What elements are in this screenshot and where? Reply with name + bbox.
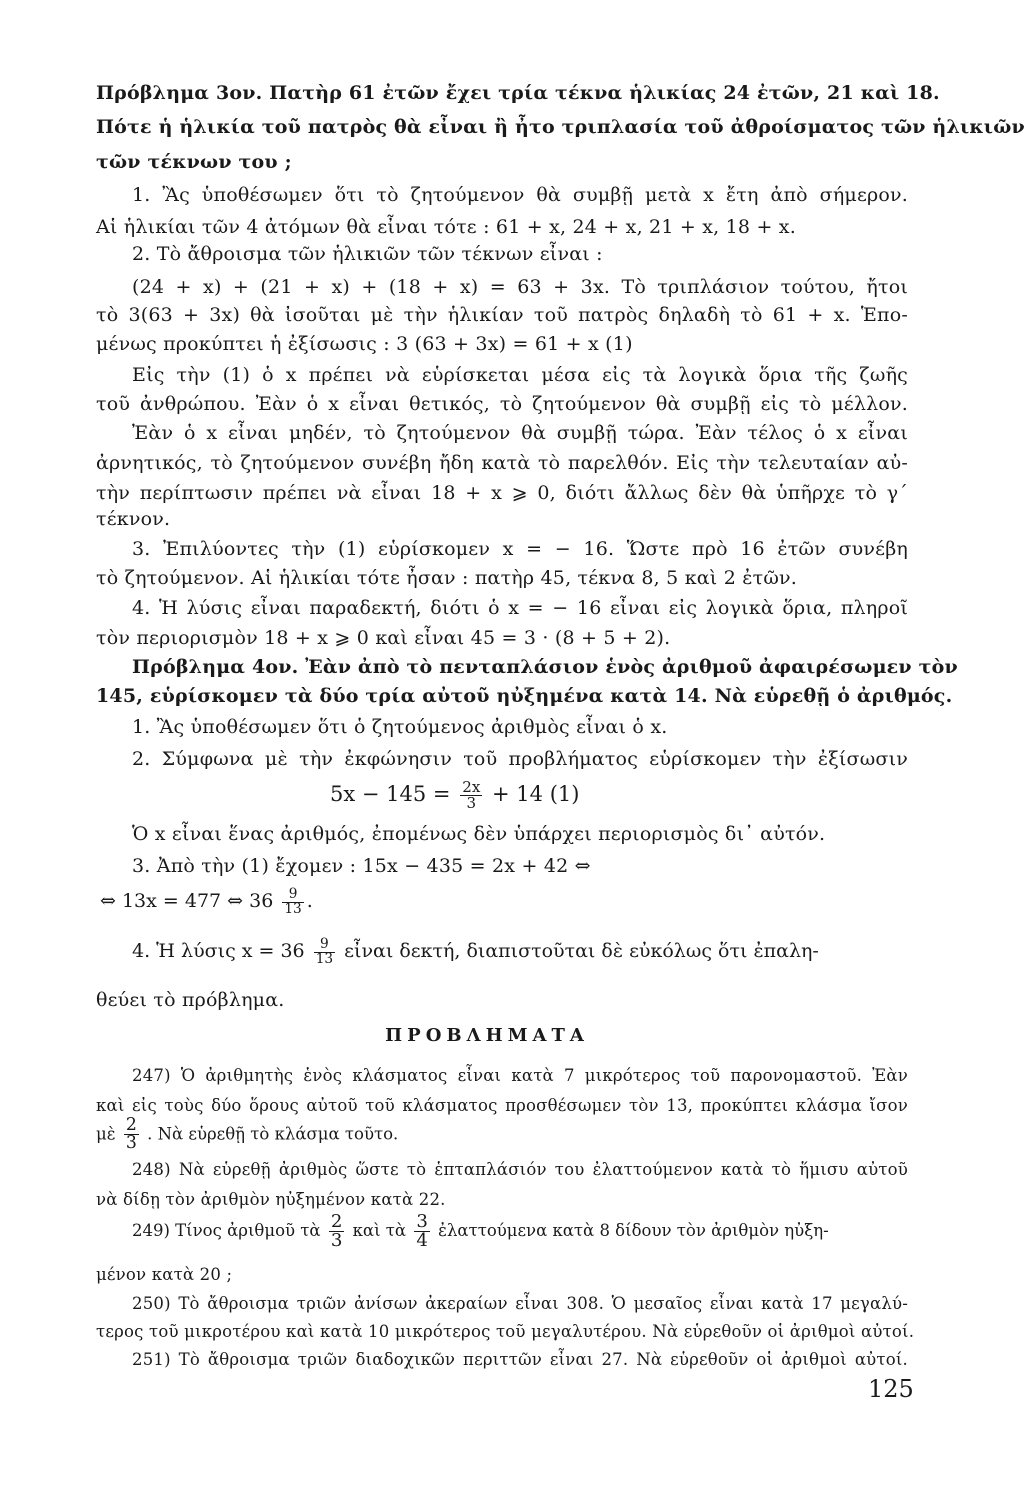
problem4-step2: 2. Σύμφωνα μὲ τὴν ἐκφώνησιν τοῦ προβλήματος εὑρίσκομεν τὴν ἐξίσωσιν <box>132 748 908 770</box>
problem3-step2: Ἐὰν ὁ x εἶναι μηδέν, τὸ ζητούμενον θὰ συμβῇ τώρα. Ἐὰν τέλος ὁ x εἶναι <box>132 422 908 444</box>
problem3-title: Πότε ἡ ἡλικία τοῦ πατρὸς θὰ εἶναι ἢ ἦτο τριπλασία τοῦ ἀθροίσματος τῶν ἡλικιῶν <box>96 116 1025 138</box>
problem3-step2: (24 + x) + (21 + x) + (18 + x) = 63 + 3x. Τὸ τριπλάσιον τούτου, ἤτοι <box>132 276 908 298</box>
problem4-equation-1: 5x − 145 = $\frac{2x}{3}$ + 14 (1) <box>330 778 580 813</box>
problem3-step3: τὸ ζητούμενον. Αἱ ἡλικίαι τότε ἦσαν : πατὴρ 45, τέκνα 8, 5 καὶ 2 ἐτῶν. <box>96 567 798 589</box>
exercise-247: 247) Ὁ ἀριθμητὴς ἑνὸς κλάσματος εἶναι κατὰ 7 μικρότερος τοῦ παρονομαστοῦ. Ἐὰν <box>132 1066 908 1085</box>
exercise-250: τερος τοῦ μικροτέρου καὶ κατὰ 10 μικρότερος τοῦ μεγαλυτέρου. Νὰ εὑρεθοῦν οἱ ἀριθμοὶ αὐτοί. <box>96 1322 915 1341</box>
problem3-title: τῶν τέκνων του ; <box>96 151 292 173</box>
problem4-step3-result: ⇔ 13x = 477 ⇔ 36 $\frac{9}{13}$ . <box>100 886 313 917</box>
problem3-step2: τέκνον. <box>96 508 171 530</box>
problem3-step1: 1. Ἂς ὑποθέσωμεν ὅτι τὸ ζητούμενον θὰ συμβῇ μετὰ x ἔτη ἀπὸ σήμερον. <box>132 184 908 206</box>
problem3-step2: Εἰς τὴν (1) ὁ x πρέπει νὰ εὑρίσκεται μέσα εἰς τὰ λογικὰ ὅρια τῆς ζωῆς <box>132 364 908 386</box>
problem3-step2: τὴν περίπτωσιν πρέπει νὰ εἶναι 18 + x ⩾ 0, διότι ἄλλως δὲν θὰ ὑπῆρχε τὸ γ΄ <box>96 482 908 504</box>
exercise-248: 248) Νὰ εὑρεθῇ ἀριθμὸς ὥστε τὸ ἑπταπλάσιόν του ἐλαττούμενον κατὰ τὸ ἥμισυ αὐτοῦ <box>132 1160 908 1179</box>
problem4-note: Ὁ x εἶναι ἕνας ἀριθμός, ἐπομένως δὲν ὑπάρχει περιορισμὸς δι᾿ αὐτόν. <box>132 823 826 845</box>
exercise-249: μένον κατὰ 20 ; <box>96 1265 233 1284</box>
exercise-251: 251) Τὸ ἄθροισμα τριῶν διαδοχικῶν περιττῶν εἶναι 27. Νὰ εὑρεθοῦν οἱ ἀριθμοὶ αὐτοί. <box>132 1350 908 1369</box>
problem3-step2: τὸ 3(63 + 3x) θὰ ἰσοῦται μὲ τὴν ἡλικίαν τοῦ πατρὸς δηλαδὴ τὸ 61 + x. Ἑπο- <box>96 304 908 326</box>
fraction: $\frac{3}{4}$ <box>416 1211 428 1252</box>
problem4-title: Πρόβλημα 4ον. Ἐὰν ἀπὸ τὸ πενταπλάσιον ἑνὸς ἀριθμοῦ ἀφαιρέσωμεν τὸν <box>132 656 958 678</box>
problem3-title: Πρόβλημα 3ον. Πατὴρ 61 ἐτῶν ἔχει τρία τέκνα ἡλικίας 24 ἐτῶν, 21 καὶ 18. <box>96 82 940 104</box>
fraction: $\frac{9}{13}$ <box>315 936 334 967</box>
problem3-step2: 2. Τὸ ἄθροισμα τῶν ἡλικιῶν τῶν τέκνων εἶναι : <box>132 243 603 265</box>
problem3-step1: Αἱ ἡλικίαι τῶν 4 ἀτόμων θὰ εἶναι τότε : 61 + x, 24 + x, 21 + x, 18 + x. <box>96 216 796 238</box>
problem4-step1: 1. Ἂς ὑποθέσωμεν ὅτι ὁ ζητούμενος ἀριθμὸς εἶναι ὁ x. <box>132 716 668 738</box>
page-number: 125 <box>868 1375 914 1403</box>
problem3-step4: τὸν περιορισμὸν 18 + x ⩾ 0 καὶ εἶναι 45 = 3 · (8 + 5 + 2). <box>96 627 671 649</box>
problem4-title: 145, εὑρίσκομεν τὰ δύο τρία αὐτοῦ ηὐξημένα κατὰ 14. Νὰ εὑρεθῇ ὁ ἀριθμός. <box>96 685 953 707</box>
problem4-step3: 3. Ἀπὸ τὴν (1) ἔχομεν : 15x − 435 = 2x + 42 ⇔ <box>132 855 591 877</box>
fraction: $\frac{2x}{3}$ <box>462 778 481 813</box>
problem3-equation-1: μένως προκύπτει ἡ ἐξίσωσις : 3 (63 + 3x) = 61 + x (1) <box>96 333 633 355</box>
exercise-247: καὶ εἰς τοὺς δύο ὅρους αὐτοῦ τοῦ κλάσματος προσθέσωμεν τὸν 13, προκύπτει κλάσμα ἴσον <box>96 1096 908 1115</box>
fraction: $\frac{2}{3}$ <box>125 1115 137 1154</box>
section-heading: ΠΡΟΒΛΗΜΑΤΑ <box>385 1025 589 1046</box>
exercise-248: νὰ δίδῃ τὸν ἀριθμὸν ηὐξημένον κατὰ 22. <box>96 1190 446 1209</box>
fraction: $\frac{9}{13}$ <box>284 886 302 917</box>
exercise-249: 249) Τίνος ἀριθμοῦ τὰ $\frac{2}{3}$ καὶ τὰ $\frac{3}{4}$ ἐλαττούμενα κατὰ 8 δίδουν τὸν ἀριθμὸν ηὐξη- <box>132 1211 829 1252</box>
problem3-step4: 4. Ἡ λύσις εἶναι παραδεκτή, διότι ὁ x = − 16 εἶναι εἰς λογικὰ ὅρια, πληροῖ <box>132 597 908 619</box>
problem3-step2: τοῦ ἀνθρώπου. Ἐὰν ὁ x εἶναι θετικός, τὸ ζητούμενον θὰ συμβῇ εἰς τὸ μέλλον. <box>96 393 908 415</box>
exercise-247: μὲ $\frac{2}{3}$ . Νὰ εὑρεθῇ τὸ κλάσμα τοῦτο. <box>96 1115 399 1154</box>
problem3-step2: ἀρνητικός, τὸ ζητούμενον συνέβη ἤδη κατὰ τὸ παρελθόν. Εἰς τὴν τελευταίαν αὐ- <box>96 452 908 474</box>
problem4-step4: 4. Ἡ λύσις x = 36 $\frac{9}{13}$ εἶναι δεκτή, διαπιστοῦται δὲ εὐκόλως ὅτι ἐπαλη- <box>132 936 819 967</box>
problem4-step4: θεύει τὸ πρόβλημα. <box>96 989 285 1011</box>
exercise-250: 250) Τὸ ἄθροισμα τριῶν ἀνίσων ἀκεραίων εἶναι 308. Ὁ μεσαῖος εἶναι κατὰ 17 μεγαλύ- <box>132 1294 908 1313</box>
problem3-step3: 3. Ἐπιλύοντες τὴν (1) εὑρίσκομεν x = − 16. Ὥστε πρὸ 16 ἐτῶν συνέβη <box>132 538 908 560</box>
fraction: $\frac{2}{3}$ <box>330 1211 343 1252</box>
